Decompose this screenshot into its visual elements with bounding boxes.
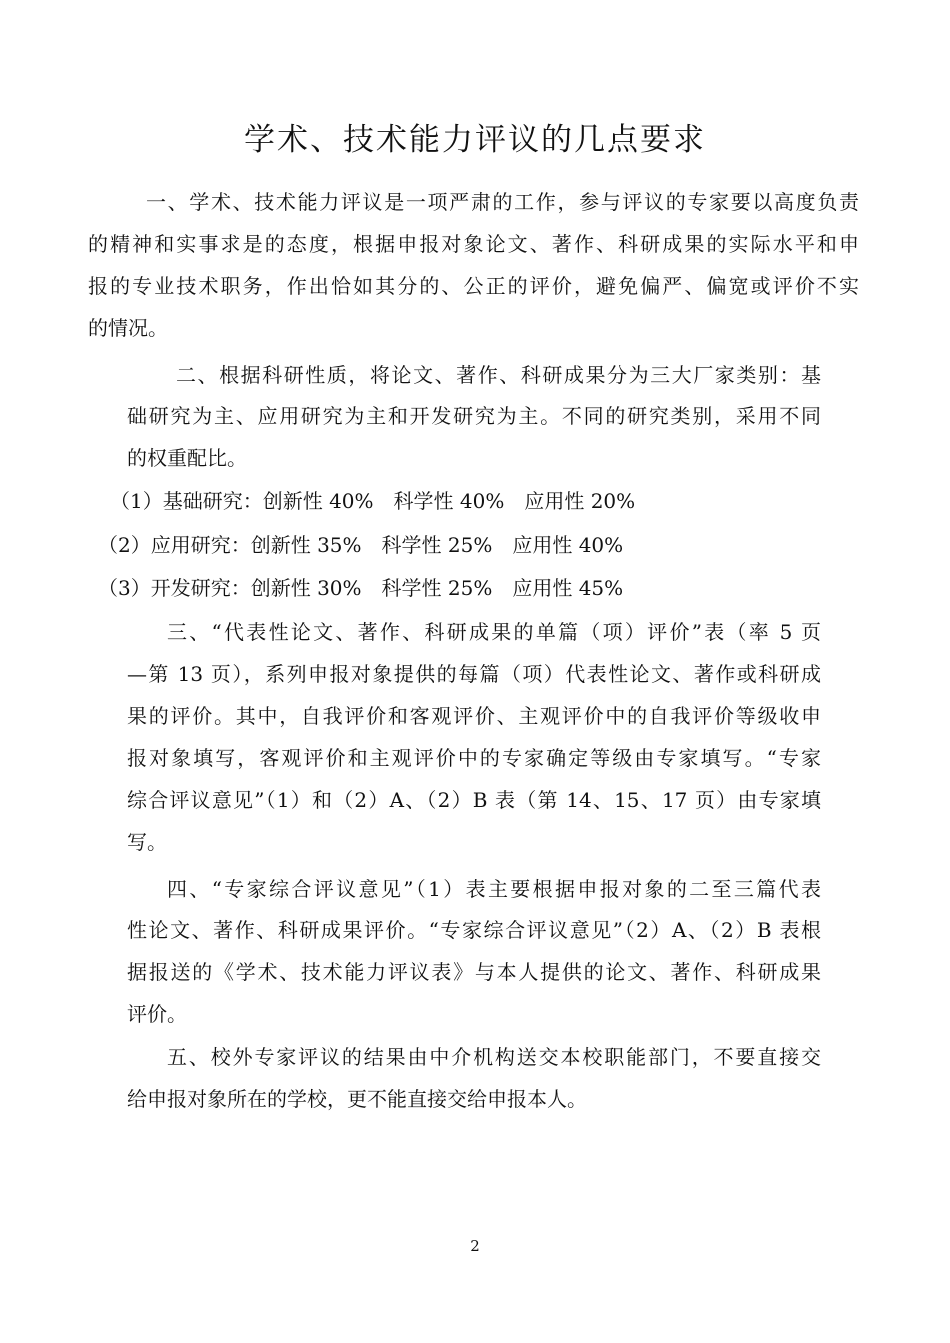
paragraph-line: 给申报对象所在的学校，更不能直接交给申报本人。 (127, 1087, 587, 1111)
weight-item-development-research: （3）开发研究：创新性 30% 科学性 25% 应用性 45% (98, 576, 624, 600)
paragraph-line: 报的专业技术职务，作出恰如其分的、公正的评价，避免偏严、偏宽或评价不实 (88, 274, 859, 298)
paragraph-line: 三、“代表性论文、著作、科研成果的单篇（项）评价”表（率 5 页 (167, 620, 821, 644)
paragraph-line: 写。 (127, 830, 167, 854)
paragraph-line: 综合评议意见”（1）和（2）A、（2）B 表（第 14、15、17 页）由专家填 (127, 788, 821, 812)
paragraph-line: 报对象填写，客观评价和主观评价中的专家确定等级由专家填写。“专家 (127, 746, 821, 770)
paragraph-line: 评价。 (127, 1002, 187, 1026)
paragraph-line: 果的评价。其中，自我评价和客观评价、主观评价中的自我评价等级收申 (127, 704, 821, 728)
paragraph-line: 二、根据科研性质，将论文、著作、科研成果分为三大厂家类别：基 (176, 363, 821, 387)
paragraph-line: 据报送的《学术、技术能力评议表》与本人提供的论文、著作、科研成果 (127, 960, 821, 984)
document-title: 学术、技术能力评议的几点要求 (244, 122, 706, 158)
paragraph-line: 五、校外专家评议的结果由中介机构送交本校职能部门，不要直接交 (167, 1045, 821, 1069)
paragraph-line: 础研究为主、应用研究为主和开发研究为主。不同的研究类别，采用不同 (127, 404, 821, 428)
weight-item-applied-research: （2）应用研究：创新性 35% 科学性 25% 应用性 40% (98, 533, 624, 557)
paragraph-line: 的权重配比。 (127, 446, 247, 470)
paragraph-line: 性论文、著作、科研成果评价。“专家综合评议意见”（2）A、（2）B 表根 (127, 918, 821, 942)
page-number: 2 (470, 1237, 480, 1255)
paragraph-line: 的情况。 (88, 316, 168, 340)
paragraph-line: 一、学术、技术能力评议是一项严肃的工作，参与评议的专家要以高度负责 (146, 190, 859, 214)
paragraph-line: 四、“专家综合评议意见”（1）表主要根据申报对象的二至三篇代表 (167, 877, 821, 901)
paragraph-line: 的精神和实事求是的态度，根据申报对象论文、著作、科研成果的实际水平和申 (88, 232, 859, 256)
weight-item-basic-research: （1）基础研究：创新性 40% 科学性 40% 应用性 20% (110, 489, 636, 513)
paragraph-line: —第 13 页），系列申报对象提供的每篇（项）代表性论文、著作或科研成 (127, 662, 821, 686)
